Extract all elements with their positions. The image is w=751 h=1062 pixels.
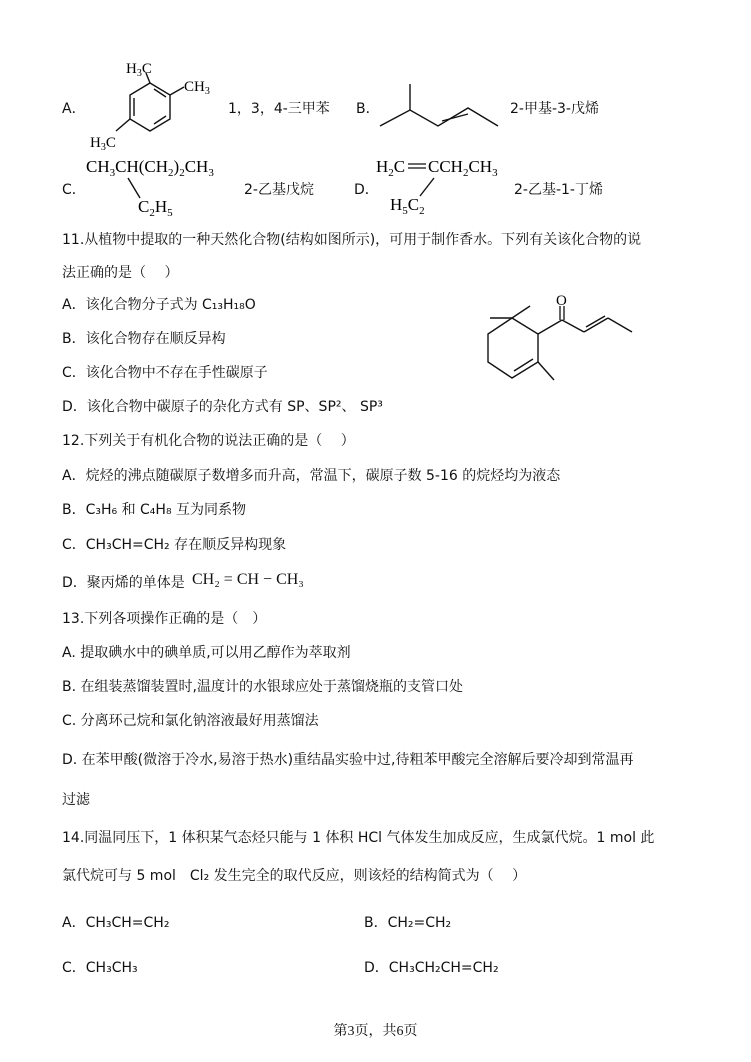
svg-text:H2C: $H_2C$	[376, 157, 406, 179]
q12-stem: 12.下列关于有机化合物的说法正确的是（ ）	[62, 433, 355, 449]
q10-option-a-letter: A．	[62, 101, 86, 117]
q10-d-formula-branch: $H_5C_2$	[390, 195, 425, 217]
q10-a-ch3-right: $CH_3$	[184, 79, 210, 97]
q10-option-d-letter: D．	[354, 182, 379, 198]
q10-a-h3c-bottom: $H_3C$	[90, 135, 116, 153]
q14-option-b: B．CH₂=CH₂	[364, 915, 452, 931]
q10-option-c-name: 2-乙基戊烷	[244, 182, 314, 198]
q10-option-c-letter: C．	[62, 182, 86, 198]
q11-stem-line2: 法正确的是（ ）	[62, 265, 179, 281]
q11-structure-oxygen-label: O	[556, 293, 567, 309]
q13-option-d-line2: 过滤	[62, 792, 90, 808]
q11-option-c: C．该化合物中不存在手性碳原子	[62, 365, 268, 381]
q10-option-b-letter: B．	[356, 101, 380, 117]
q11-stem-line1: 11.从植物中提取的一种天然化合物(结构如图所示)，可用于制作香水。下列有关该化合物的说	[62, 232, 642, 248]
page-footer: 第3页，共6页	[333, 1024, 418, 1039]
q14-stem-line1: 14.同温同压下，1 体积某气态烃只能与 1 体积 HCl 气体发生加成反应，生成氯代烷。1 mol 此	[62, 830, 655, 846]
q10-a-h3c-top: $H_3C$	[126, 61, 152, 79]
q14-option-c: C．CH₃CH₃	[62, 960, 138, 976]
q13-option-c: C. 分离环己烷和氯化钠溶液最好用蒸馏法	[62, 713, 319, 729]
q10-option-d-structure	[376, 152, 516, 218]
q10-c-formula-main: $CH_3CH(CH_2)_2CH_3$	[86, 157, 214, 179]
q14-option-a: A．CH₃CH=CH₂	[62, 915, 170, 931]
q12-option-c: C．CH₃CH=CH₂ 存在顺反异构现象	[62, 537, 287, 553]
q10-option-a-structure	[80, 55, 230, 155]
q10-c-formula-branch: $C_2H_5$	[138, 197, 173, 219]
q11-option-d: D．该化合物中碳原子的杂化方式有 SP、SP²、 SP³	[62, 399, 383, 415]
q10-option-d-name: 2-乙基-1-丁烯	[514, 182, 603, 198]
q13-option-d-line1: D. 在苯甲酸(微溶于冷水,易溶于热水)重结晶实验中过,待粗苯甲酸完全溶解后要冷却到常温再	[62, 752, 634, 768]
q11-structure-diagram	[480, 293, 640, 396]
q10-option-b-name: 2-甲基-3-戊烯	[510, 101, 599, 117]
q12-option-a: A．烷烃的沸点随碳原子数增多而升高，常温下，碳原子数 5-16 的烷烃均为液态	[62, 468, 561, 484]
q13-option-b: B. 在组装蒸馏装置时,温度计的水银球应处于蒸馏烧瓶的支管口处	[62, 679, 463, 695]
q12-option-b: B．C₃H₆ 和 C₄H₈ 互为同系物	[62, 502, 247, 518]
q13-stem: 13.下列各项操作正确的是（ ）	[62, 611, 267, 627]
q12-option-d-prefix: D．聚丙烯的单体是	[62, 575, 185, 591]
q13-option-a: A. 提取碘水中的碘单质,可以用乙醇作为萃取剂	[62, 645, 351, 661]
q11-option-a: A．该化合物分子式为 C₁₃H₁₈O	[62, 297, 256, 313]
q10-option-b-structure	[376, 80, 506, 130]
q14-stem-line2: 氯代烷可与 5 mol Cl₂ 发生完全的取代反应，则该烃的结构简式为（ ）	[62, 868, 527, 884]
q10-d-formula-main: $CCH_2CH_3$	[428, 157, 498, 179]
q12-option-d-formula: CH₂ = CH − CH₃	[192, 571, 304, 588]
q10-option-c-structure	[84, 152, 244, 218]
q14-option-d: D．CH₃CH₂CH=CH₂	[364, 960, 499, 976]
q11-option-b: B．该化合物存在顺反异构	[62, 331, 226, 347]
q10-option-a-name: 1，3，4-三甲苯	[228, 101, 330, 117]
